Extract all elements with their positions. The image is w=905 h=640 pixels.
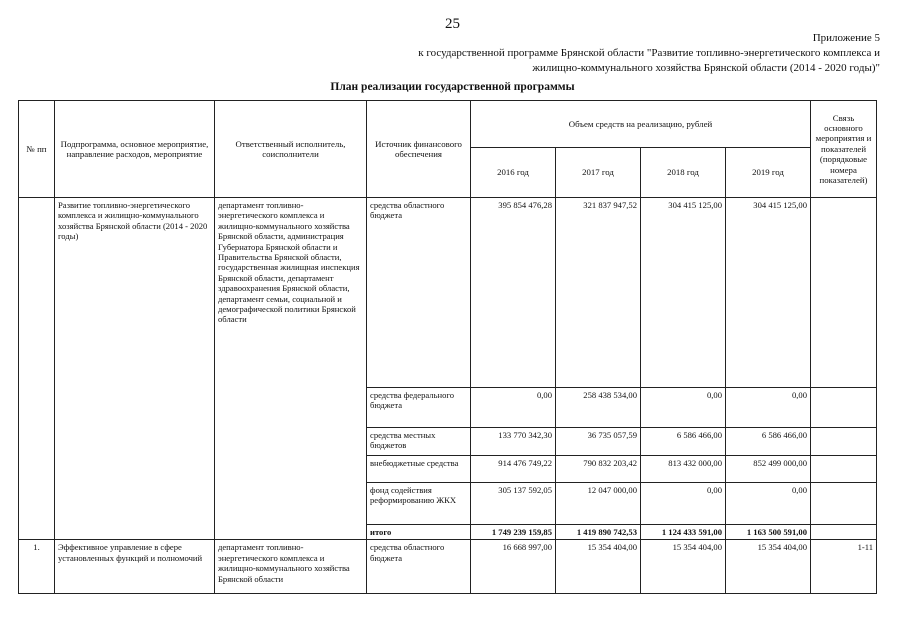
value-cell: 790 832 203,42 [556,456,641,483]
value-cell: 36 735 057,59 [556,428,641,456]
value-cell: 15 354 404,00 [556,540,641,594]
header-link: Связь основного мероприятия и показателей (порядковые номера показателей) [811,101,877,198]
value-cell: 12 047 000,00 [556,483,641,525]
value-cell: 0,00 [726,483,811,525]
link-cell [811,388,877,428]
value-cell: 258 438 534,00 [556,388,641,428]
value-cell: 914 476 749,22 [471,456,556,483]
item1-source: средства областного бюджета [367,540,471,594]
link-cell [811,456,877,483]
value-cell: 16 668 997,00 [471,540,556,594]
header-subprogram: Подпрограмма, основное мероприятие, направление расходов, мероприятие [55,101,215,198]
value-cell: 133 770 342,30 [471,428,556,456]
source-cell: средства федерального бюджета [367,388,471,428]
program-name: Развитие топливно-энергетического комплекса и жилищно-коммунального хозяйства Брянской области (2014 - 2020 годы) [55,198,215,540]
link-cell [811,483,877,525]
item1-executor: департамент топливно-энергетического комплекса и жилищно-коммунального хозяйства Брянской области [215,540,367,594]
item1-num: 1. [19,540,55,594]
value-cell: 15 354 404,00 [641,540,726,594]
table-row [19,198,877,388]
total-value: 1 749 239 159,85 [471,525,556,540]
value-cell: 813 432 000,00 [641,456,726,483]
total-value: 1 124 433 591,00 [641,525,726,540]
plan-table [18,100,877,594]
link-cell [811,525,877,540]
page-number: 25 [445,16,460,32]
link-cell [811,428,877,456]
total-value: 1 419 890 742,53 [556,525,641,540]
value-cell: 395 854 476,28 [471,198,556,388]
appendix-line1: Приложение 5 [812,32,880,44]
header-year-2018: 2018 год [641,148,726,198]
header-source: Источник финансового обеспечения [367,101,471,198]
source-cell: средства областного бюджета [367,198,471,388]
value-cell: 0,00 [471,388,556,428]
item1-link: 1-11 [811,540,877,594]
value-cell: 0,00 [641,388,726,428]
value-cell: 0,00 [726,388,811,428]
item1-name: Эффективное управление в сфере установленных функций и полномочий [55,540,215,594]
header-executor: Ответственный исполнитель, соисполнители [215,101,367,198]
header-year-2019: 2019 год [726,148,811,198]
value-cell: 305 137 592,05 [471,483,556,525]
value-cell: 304 415 125,00 [641,198,726,388]
header-year-2017: 2017 год [556,148,641,198]
total-label: итого [367,525,471,540]
appendix-line2: к государственной программе Брянской области "Развитие топливно-энергетического комплекса и [418,47,880,59]
value-cell: 304 415 125,00 [726,198,811,388]
header-num: № пп [19,101,55,198]
value-cell: 0,00 [641,483,726,525]
header-volume: Объем средств на реализацию, рублей [471,101,811,148]
appendix-line3: жилищно-коммунального хозяйства Брянской области (2014 - 2020 годы)" [532,62,880,74]
document-title: План реализации государственной программы [330,81,575,93]
program-executor: департамент топливно-энергетического комплекса и жилищно-коммунального хозяйства Брянской области, администрация Губернатора Брянской области и Правительства Брянской области, государственная жилищная инспекция Брянской области, департамент здравоохранения Брянской области, департамент семьи, социальной и демографической политики Брянской области [215,198,367,540]
source-cell: фонд содействия реформированию ЖКХ [367,483,471,525]
value-cell: 15 354 404,00 [726,540,811,594]
value-cell: 852 499 000,00 [726,456,811,483]
source-cell: средства местных бюджетов [367,428,471,456]
header-year-2016: 2016 год [471,148,556,198]
program-num [19,198,55,540]
source-cell: внебюджетные средства [367,456,471,483]
total-value: 1 163 500 591,00 [726,525,811,540]
link-cell [811,198,877,388]
value-cell: 6 586 466,00 [641,428,726,456]
table-row [19,540,877,594]
value-cell: 6 586 466,00 [726,428,811,456]
value-cell: 321 837 947,52 [556,198,641,388]
appendix-header [418,31,880,76]
